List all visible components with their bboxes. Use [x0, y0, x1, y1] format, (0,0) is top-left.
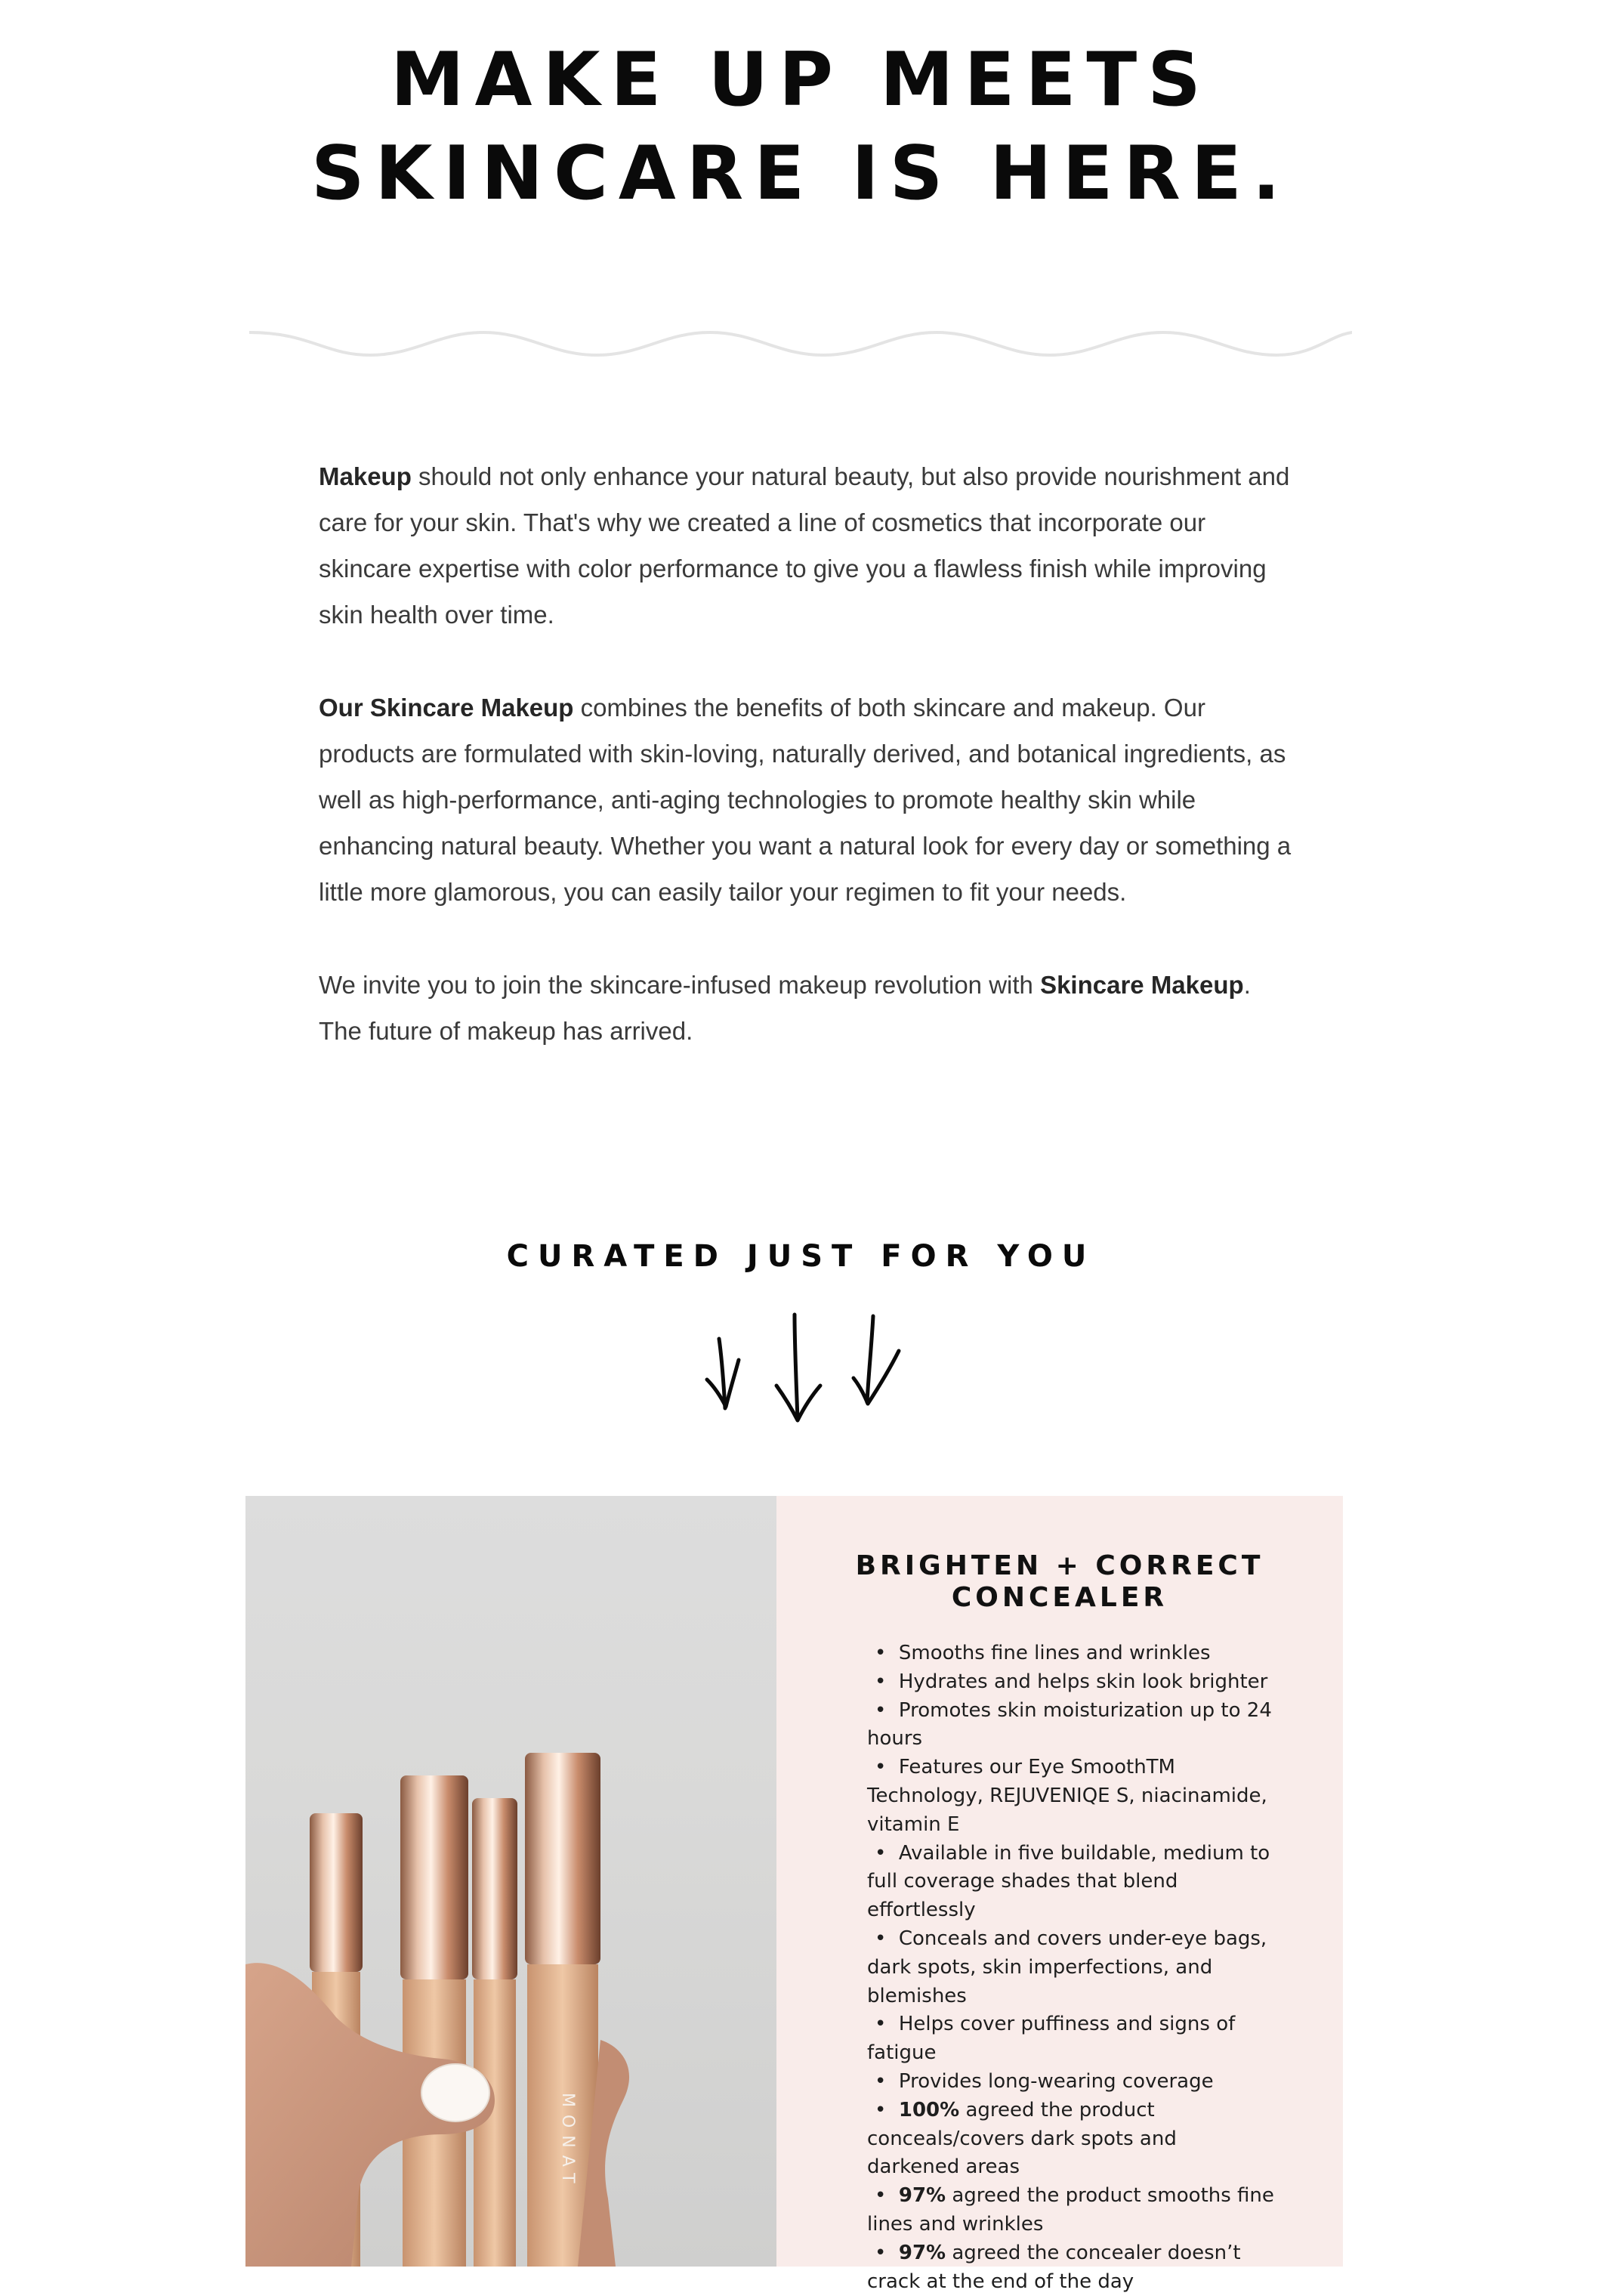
benefit-stat: 100% [898, 2098, 960, 2121]
product-photo [245, 1496, 776, 2267]
benefit-text: agreed the product smooths fine lines and wrinkles [867, 2184, 1274, 2236]
benefit-text: Smooths fine lines and wrinkles [898, 1642, 1211, 1664]
benefit-text: Features our Eye SmoothTM Technology, REJUVENIQE S, niacinamide, vitamin E [867, 1756, 1267, 1836]
product-title-line-2: CONCEALER [951, 1582, 1168, 1613]
benefit-text: Available in five buildable, medium to full coverage shades that blend effortlessly [867, 1841, 1270, 1922]
intro-paragraph-2 [319, 684, 1293, 915]
benefit-stat: 97% [898, 2184, 946, 2208]
benefit-item [867, 1639, 1275, 1668]
benefit-item [867, 1668, 1275, 1697]
intro-p2-bold: Our Skincare Makeup [319, 694, 574, 722]
benefit-text: agreed the concealer doesn’t crack at the end of the day [867, 2241, 1241, 2293]
benefit-item [867, 2182, 1275, 2239]
hand-drawn-down-arrows-icon [650, 1307, 952, 1428]
benefit-item [867, 1754, 1275, 1839]
benefit-item [867, 2239, 1275, 2296]
hero-headline [0, 33, 1602, 221]
concealer-tubes-illustration [245, 1496, 776, 2267]
hero-line-1: MAKE UP MEETS [390, 37, 1212, 123]
product-title-line-1: BRIGHTEN + CORRECT [855, 1550, 1264, 1581]
intro-paragraph-1 [319, 453, 1293, 638]
benefit-text: Provides long-wearing coverage [898, 2069, 1214, 2093]
intro-paragraph-3 [319, 962, 1293, 1054]
intro-p2-text: combines the benefits of both skincare and makeup. Our products are formulated with skin-loving, naturally derived, and botanical ingredients, as well as high-performance, anti-aging technologies to promote healthy skin while enhancing natural beauty. Whether you want a natural look for every day or something a little more glamorous, you can easily tailor your regimen to fit your needs. [319, 694, 1292, 906]
benefit-text: agreed the product conceals/covers dark spots and darkened areas [867, 2098, 1177, 2179]
intro-p3-text-end: . The future of makeup has arrived. [319, 971, 1251, 1045]
product-benefits-list [867, 1639, 1275, 2296]
benefit-text: Helps cover puffiness and signs of fatigue [867, 2013, 1236, 2065]
benefit-item [867, 1925, 1275, 2010]
benefit-item [867, 1840, 1275, 1925]
product-panel [776, 1496, 1343, 2293]
intro-copy [319, 453, 1293, 1101]
benefit-item [867, 2097, 1275, 2182]
intro-p1-bold: Makeup [319, 462, 412, 490]
hero-line-2: SKINCARE IS HERE. [310, 131, 1292, 217]
intro-p1-text: should not only enhance your natural beauty, but also provide nourishment and care for your skin. That's why we created a line of cosmetics that incorporate our skincare expertise with color performance to give you a flawless finish while improving skin health over time. [319, 462, 1290, 629]
benefit-item [867, 1697, 1275, 1754]
product-title [776, 1550, 1343, 1614]
intro-p3-bold: Skincare Makeup [1040, 971, 1244, 999]
wave-divider [249, 316, 1352, 369]
curated-heading: CURATED JUST FOR YOU [506, 1239, 1096, 1274]
benefit-text: Conceals and covers under-eye bags, dark spots, skin imperfections, and blemishes [867, 1927, 1267, 2007]
monat-brand-mark: MONAT [558, 2093, 577, 2191]
benefit-stat: 97% [898, 2241, 946, 2264]
benefit-text: Hydrates and helps skin look brighter [898, 1670, 1268, 1693]
benefit-text: Promotes skin moisturization up to 24 hours [867, 1698, 1272, 1751]
intro-p3-text-start: We invite you to join the skincare-infused makeup revolution with [319, 971, 1041, 999]
benefit-item [867, 2010, 1275, 2068]
benefit-item [867, 2068, 1275, 2097]
